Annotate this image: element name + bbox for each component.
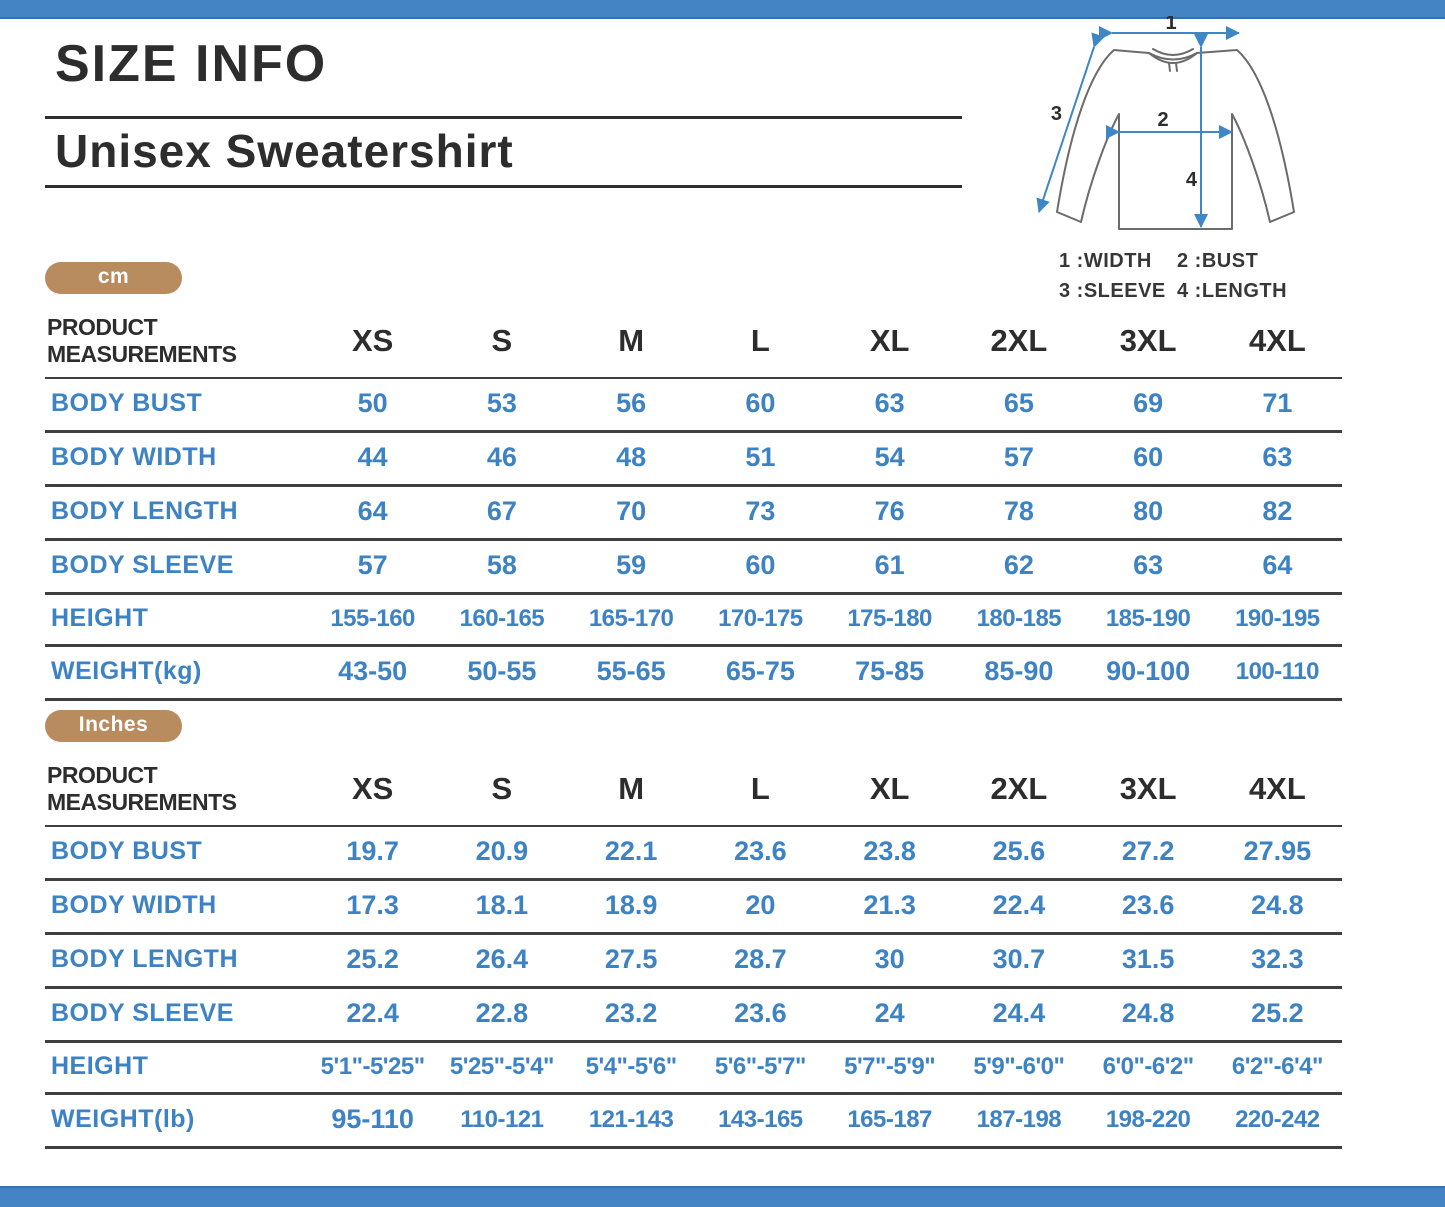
cell: 53 — [437, 378, 566, 432]
cell: 198-220 — [1084, 1094, 1213, 1148]
page-title: SIZE INFO — [55, 35, 328, 93]
column-header-size-s: S — [437, 310, 566, 378]
cell: 51 — [696, 432, 825, 486]
cell: 78 — [954, 486, 1083, 540]
cell: 23.6 — [696, 988, 825, 1042]
cell: 90-100 — [1084, 646, 1213, 700]
cell: 22.1 — [567, 826, 696, 880]
measurement-arrows — [1039, 33, 1239, 227]
cell: 76 — [825, 486, 954, 540]
cell: 32.3 — [1213, 934, 1342, 988]
unit-badge-cm: cm — [45, 262, 182, 294]
unit-section-cm — [45, 262, 1342, 701]
column-header-measurements: PRODUCT MEASUREMENTS — [45, 758, 308, 826]
column-header-size-s: S — [437, 758, 566, 826]
arrow-label-length: 4 — [1185, 169, 1197, 191]
cell: 54 — [825, 432, 954, 486]
cell: 165-170 — [567, 594, 696, 646]
table-row — [45, 826, 1342, 880]
arrow-label-sleeve: 3 — [1050, 103, 1062, 125]
cell: 64 — [1213, 540, 1342, 594]
cell: 20 — [696, 880, 825, 934]
row-label: BODY BUST — [45, 826, 308, 880]
cell: 60 — [1084, 432, 1213, 486]
cell: 5'25"-5'4" — [437, 1042, 566, 1094]
cell: 62 — [954, 540, 1083, 594]
cell: 80 — [1084, 486, 1213, 540]
cell: 61 — [825, 540, 954, 594]
row-label: WEIGHT(kg) — [45, 646, 308, 700]
cell: 27.2 — [1084, 826, 1213, 880]
cell: 30 — [825, 934, 954, 988]
cell: 25.2 — [1213, 988, 1342, 1042]
legend-item-3: 3 :SLEEVE — [1059, 280, 1166, 302]
cell: 5'4"-5'6" — [567, 1042, 696, 1094]
column-header-size-m: M — [567, 310, 696, 378]
column-header-size-4xl: 4XL — [1213, 310, 1342, 378]
cell: 24 — [825, 988, 954, 1042]
table-row — [45, 934, 1342, 988]
table-row — [45, 988, 1342, 1042]
cell: 50-55 — [437, 646, 566, 700]
cell: 17.3 — [308, 880, 437, 934]
table-row — [45, 880, 1342, 934]
arrow-label-width: 1 — [1165, 16, 1177, 34]
size-table-inches — [45, 758, 1342, 1149]
cell: 85-90 — [954, 646, 1083, 700]
cell: 110-121 — [437, 1094, 566, 1148]
cell: 24.8 — [1084, 988, 1213, 1042]
cell: 95-110 — [308, 1094, 437, 1148]
row-label: HEIGHT — [45, 594, 308, 646]
cell: 64 — [308, 486, 437, 540]
product-name-banner — [45, 116, 962, 188]
cell: 55-65 — [567, 646, 696, 700]
sweatshirt-illustration — [1015, 16, 1360, 248]
cell: 43-50 — [308, 646, 437, 700]
cell: 23.6 — [1084, 880, 1213, 934]
cell: 23.8 — [825, 826, 954, 880]
cell: 58 — [437, 540, 566, 594]
cell: 180-185 — [954, 594, 1083, 646]
cell: 73 — [696, 486, 825, 540]
cell: 25.6 — [954, 826, 1083, 880]
cell: 28.7 — [696, 934, 825, 988]
cell: 23.2 — [567, 988, 696, 1042]
cell: 27.5 — [567, 934, 696, 988]
cell: 5'7"-5'9" — [825, 1042, 954, 1094]
column-header-measurements: PRODUCT MEASUREMENTS — [45, 310, 308, 378]
cell: 63 — [1213, 432, 1342, 486]
cell: 65 — [954, 378, 1083, 432]
cell: 63 — [825, 378, 954, 432]
cell: 57 — [954, 432, 1083, 486]
cell: 57 — [308, 540, 437, 594]
cell: 170-175 — [696, 594, 825, 646]
row-label: BODY LENGTH — [45, 486, 308, 540]
cell: 22.8 — [437, 988, 566, 1042]
cell: 31.5 — [1084, 934, 1213, 988]
cell: 71 — [1213, 378, 1342, 432]
cell: 5'9"-6'0" — [954, 1042, 1083, 1094]
cell: 63 — [1084, 540, 1213, 594]
row-label: HEIGHT — [45, 1042, 308, 1094]
column-header-size-4xl: 4XL — [1213, 758, 1342, 826]
cell: 21.3 — [825, 880, 954, 934]
cell: 23.6 — [696, 826, 825, 880]
row-label: BODY LENGTH — [45, 934, 308, 988]
cell: 165-187 — [825, 1094, 954, 1148]
cell: 100-110 — [1213, 646, 1342, 700]
cell: 18.9 — [567, 880, 696, 934]
arrow-label-bust: 2 — [1157, 109, 1169, 131]
cell: 46 — [437, 432, 566, 486]
cell: 6'2"-6'4" — [1213, 1042, 1342, 1094]
cell: 5'1"-5'25" — [308, 1042, 437, 1094]
cell: 26.4 — [437, 934, 566, 988]
cell: 19.7 — [308, 826, 437, 880]
table-row — [45, 540, 1342, 594]
cell: 24.4 — [954, 988, 1083, 1042]
row-label: WEIGHT(lb) — [45, 1094, 308, 1148]
table-row — [45, 594, 1342, 646]
table-row — [45, 432, 1342, 486]
row-label: BODY WIDTH — [45, 880, 308, 934]
unit-badge-inches: Inches — [45, 710, 182, 742]
column-header-size-2xl: 2XL — [954, 758, 1083, 826]
cell: 60 — [696, 378, 825, 432]
legend-item-1: 1 :WIDTH — [1059, 250, 1152, 272]
bottom-accent-bar — [0, 1186, 1445, 1207]
table-row — [45, 1094, 1342, 1148]
column-header-size-l: L — [696, 310, 825, 378]
column-header-size-xl: XL — [825, 758, 954, 826]
legend-item-2: 2 :BUST — [1177, 250, 1259, 272]
column-header-size-2xl: 2XL — [954, 310, 1083, 378]
cell: 56 — [567, 378, 696, 432]
cell: 185-190 — [1084, 594, 1213, 646]
cell: 121-143 — [567, 1094, 696, 1148]
cell: 70 — [567, 486, 696, 540]
sweatshirt-diagram — [1015, 16, 1360, 303]
column-header-size-xl: XL — [825, 310, 954, 378]
cell: 24.8 — [1213, 880, 1342, 934]
cell: 6'0"-6'2" — [1084, 1042, 1213, 1094]
row-label: BODY SLEEVE — [45, 540, 308, 594]
cell: 175-180 — [825, 594, 954, 646]
column-header-size-3xl: 3XL — [1084, 310, 1213, 378]
cell: 82 — [1213, 486, 1342, 540]
sweatshirt-outline — [1057, 49, 1294, 229]
cell: 30.7 — [954, 934, 1083, 988]
cell: 75-85 — [825, 646, 954, 700]
cell: 190-195 — [1213, 594, 1342, 646]
header-row — [45, 310, 1342, 378]
cell: 155-160 — [308, 594, 437, 646]
size-table-cm — [45, 310, 1342, 701]
legend-item-4: 4 :LENGTH — [1177, 280, 1288, 302]
row-label: BODY WIDTH — [45, 432, 308, 486]
column-header-size-m: M — [567, 758, 696, 826]
cell: 44 — [308, 432, 437, 486]
table-row — [45, 486, 1342, 540]
cell: 60 — [696, 540, 825, 594]
cell: 220-242 — [1213, 1094, 1342, 1148]
cell: 18.1 — [437, 880, 566, 934]
cell: 22.4 — [308, 988, 437, 1042]
product-name: Unisex Sweatershirt — [55, 125, 514, 177]
cell: 187-198 — [954, 1094, 1083, 1148]
cell: 27.95 — [1213, 826, 1342, 880]
column-header-size-l: L — [696, 758, 825, 826]
table-row — [45, 378, 1342, 432]
cell: 50 — [308, 378, 437, 432]
cell: 22.4 — [954, 880, 1083, 934]
cell: 69 — [1084, 378, 1213, 432]
cell: 25.2 — [308, 934, 437, 988]
header-row — [45, 758, 1342, 826]
cell: 65-75 — [696, 646, 825, 700]
row-label: BODY SLEEVE — [45, 988, 308, 1042]
cell: 20.9 — [437, 826, 566, 880]
cell: 160-165 — [437, 594, 566, 646]
unit-section-inches — [45, 710, 1342, 1149]
table-row — [45, 646, 1342, 700]
row-label: BODY BUST — [45, 378, 308, 432]
cell: 5'6"-5'7" — [696, 1042, 825, 1094]
column-header-size-xs: XS — [308, 758, 437, 826]
table-row — [45, 1042, 1342, 1094]
cell: 143-165 — [696, 1094, 825, 1148]
cell: 67 — [437, 486, 566, 540]
column-header-size-xs: XS — [308, 310, 437, 378]
cell: 59 — [567, 540, 696, 594]
cell: 48 — [567, 432, 696, 486]
column-header-size-3xl: 3XL — [1084, 758, 1213, 826]
